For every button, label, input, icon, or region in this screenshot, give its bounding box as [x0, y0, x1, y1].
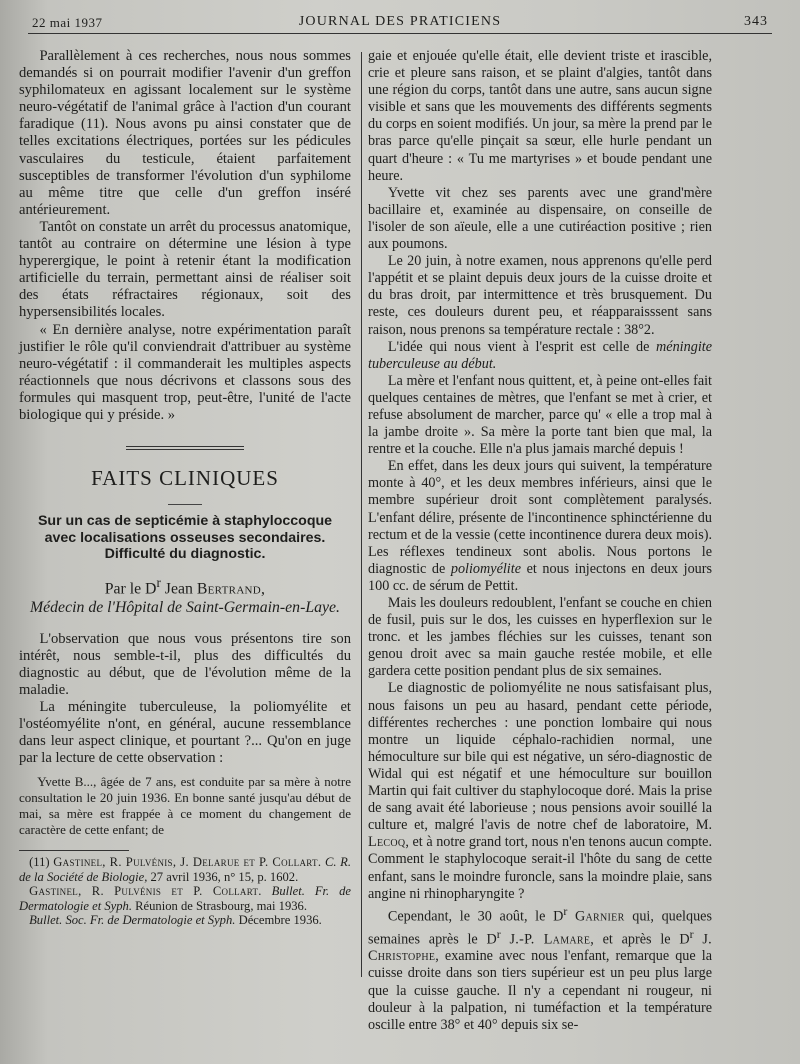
quote-paragraph: « En dernière analyse, notre expérimentation paraît justifier le rôle qu'il conviendrait d'attribuer au système neuro-végétatif : il commanderait les multiples aspects réactionnels que nous décrivons et classons sous des formules qui masquent trop, peut-être, l'unité de l'acte biologique qui y préside. »: [19, 321, 351, 423]
footnote-rule: [19, 850, 129, 851]
paragraph: gaie et enjouée qu'elle était, elle devient triste et irascible, crie et pleure sans raison, et se plaint d'algies, tantôt dans une région du corps, tantôt dans une autre, sans aucun signe visible et sans que les mouvements des différents segments du corps en soient modifiés. Un jour, sa mère la prend par le bras parce qu'elle pinçait sa sœur, elle hurle pendant un quart d'heure : « Tu me martyrises » et boude pendant une heure.: [368, 48, 712, 184]
paragraph: La méningite tuberculeuse, la poliomyélite et l'ostéomyélite n'ont, en général, aucune ressemblance dans leur aspect clinique, et pourtant ?... Qu'on en juge par la lecture de cette observation :: [19, 699, 351, 767]
left-column: [19, 48, 351, 927]
right-column: [368, 48, 712, 1034]
section-title: FAITS CLINIQUES: [91, 466, 279, 491]
paragraph: Tantôt on constate un arrêt du processus anatomique, tantôt au contraire on détermine une lésion à type hyperergique, le point à retenir étant la modification artificielle du terrain, permettant ainsi de réaliser soit des états réfractaires régionaux, soit des hypersensibilités locales.: [19, 218, 351, 321]
article-title-line: avec localisations osseuses secondaires.: [44, 529, 326, 546]
author-name: Bertrand,: [196, 579, 266, 597]
paragraph: Le 20 juin, à notre examen, nous apprenons qu'elle perd l'appétit et se plaint depuis deux jours de la cuisse droite et du bras droit, par intermittence et très brusquement. Du reste, ces douleurs durent peu, et réapparaisssent sans raison, nous prenons sa température rectale : 38°2.: [368, 253, 712, 338]
footnote: (11) Gastinel, R. Pulvénis, J. Delarue et P. Collart. C. R. de la Société de Biologie, 27 avril 1936, n° 15, p. 1602.: [19, 855, 352, 884]
running-header: [28, 13, 772, 34]
journal-title: JOURNAL DES PRATICIENS: [298, 14, 502, 29]
article-title-line: Sur un cas de septicémie à staphyloccoque: [37, 513, 333, 530]
column-divider: [361, 52, 362, 977]
article-title-line: Difficulté du diagnostic.: [104, 546, 266, 563]
section-divider: [126, 446, 244, 450]
case-paragraph: Yvette B..., âgée de 7 ans, est conduite par sa mère à notre consultation le 20 juin 1936. En bonne santé jusqu'au début de mai, sa mère est frappée à ce moment du changement de caractère de cette enfant; de: [19, 773, 351, 838]
paragraph: La mère et l'enfant nous quittent, et, à peine ont-elles fait quelques centaines de mètres, que l'enfant se met à crier, et refuse absolument de marcher, parce qu' « elle a trop mal à la jambe droite ». Sa mère la porte tant bien que mal, la rentre et la couche. Elle n'a plus jamais marché depuis !: [368, 372, 712, 458]
footnote: Bullet. Soc. Fr. de Dermatologie et Syph. Décembre 1936.: [29, 913, 322, 928]
paragraph: L'idée qui nous vient à l'esprit est celle de méningite tuberculeuse au début.: [368, 338, 712, 372]
paragraph: Mais les douleurs redoublent, l'enfant se couche en chien de fusil, puis sur le dos, les cuisses en hyperflexion sur le tronc. et les jambes fléchies sur les cuisses, tenant son genou droit avec sa main gauche restée mobile, et elle gardera cette position pendant plus de six semaines.: [368, 595, 712, 680]
paragraph: Le diagnostic de poliomyélite ne nous satisfaisant plus, nous faisons un peu au hasard, pendant cette période, différentes recherches : une ponction lombaire qui nous montre un liquide céphalo-rachidien normal, une hémoculture sur bile qui est négative, un séro-diagnostic de Widal qui est négatif et une hémoculture sur bouillon Martin qui fait cultiver du staphylocoque doré. Mais la prise de sang avait été laborieuse ; nous pensions avoir souillé la culture et, malgré l'avis de notre chef de laboratoire, M. Lecoq, et à notre grand tort, nous n'en tenons aucun compte. Comment le staphylocoque serait-il l'hôte du sang de cette enfant, sans le moindre furoncle, sans la moindre plaie, sans angine ni rhinopharyngite ?: [368, 680, 712, 902]
paragraph: L'observation que nous vous présentons tire son intérêt, nous semble-t-il, plus des difficultés du diagnostic au début, que de l'évolution même de la maladie.: [19, 630, 351, 699]
footnote: Gastinel, R. Pulvénis et P. Collart. Bullet. Fr. de Dermatologie et Syph. Réunion de Strasbourg, mai 1936.: [19, 884, 351, 913]
paragraph: En effet, dans les deux jours qui suivent, la température monte à 40°, et les deux membres inférieurs, ainsi que le membre supérieur droit sont complètement paralysés. L'enfant délire, présente de l'incontinence sphinctérienne du rectum et de la vessie (cette incontinence durera deux mois). Les réflexes tendineux sont abolis. Nous portons le diagnostic de poliomyélite et nous injectons en deux jours 100 cc. de sérum de Pettit.: [368, 458, 713, 594]
author-affiliation: Médecin de l'Hôpital de Saint-Germain-en-Laye.: [29, 598, 340, 616]
article-title: [19, 513, 351, 563]
page-number: 343: [744, 14, 768, 29]
paragraph: Cependant, le 30 août, le $D^r$ Garnier qui, quelques semaines après le $D^r$ J.-P. Lamare, et après le $D^r$ J. Christophe, examine avec nous l'enfant, remarque que la cuisse droite dans son tiers supérieur est un peu plus large que la cuisse gauche. Il n'y a cependant ni rougeur, ni douleur à la palpation, ni tuméfaction et la température oscille entre 38° et 40° depuis six se-: [368, 903, 712, 1033]
paragraph: Yvette vit chez ses parents avec une grand'mère bacillaire et, examinée au dispensaire, on conseille de l'isoler de son aïeule, elle a une cutiréaction positive ; rien aux poumons.: [368, 184, 712, 253]
header-date: 22 mai 1937: [32, 15, 103, 30]
footnotes: [19, 855, 351, 927]
author-byline: Par le $D^r$ Jean Bertrand,: [104, 574, 266, 597]
paragraph: Parallèlement à ces recherches, nous nous sommes demandés si on pourrait modifier l'avenir d'un greffon syphilomateux en agissant localement sur le système neuro-végétatif de l'animal grâce à l'action d'un courant faradique (11). Nous avons pu ainsi constater que de telles excitations électriques, portées sur les pédicules vasculaires du testicule, étaient parfaitement susceptibles de transformer l'évolution d'un syphilome au même titre que celle d'un greffon inséré antérieurement.: [19, 48, 351, 218]
title-divider: [168, 504, 202, 505]
